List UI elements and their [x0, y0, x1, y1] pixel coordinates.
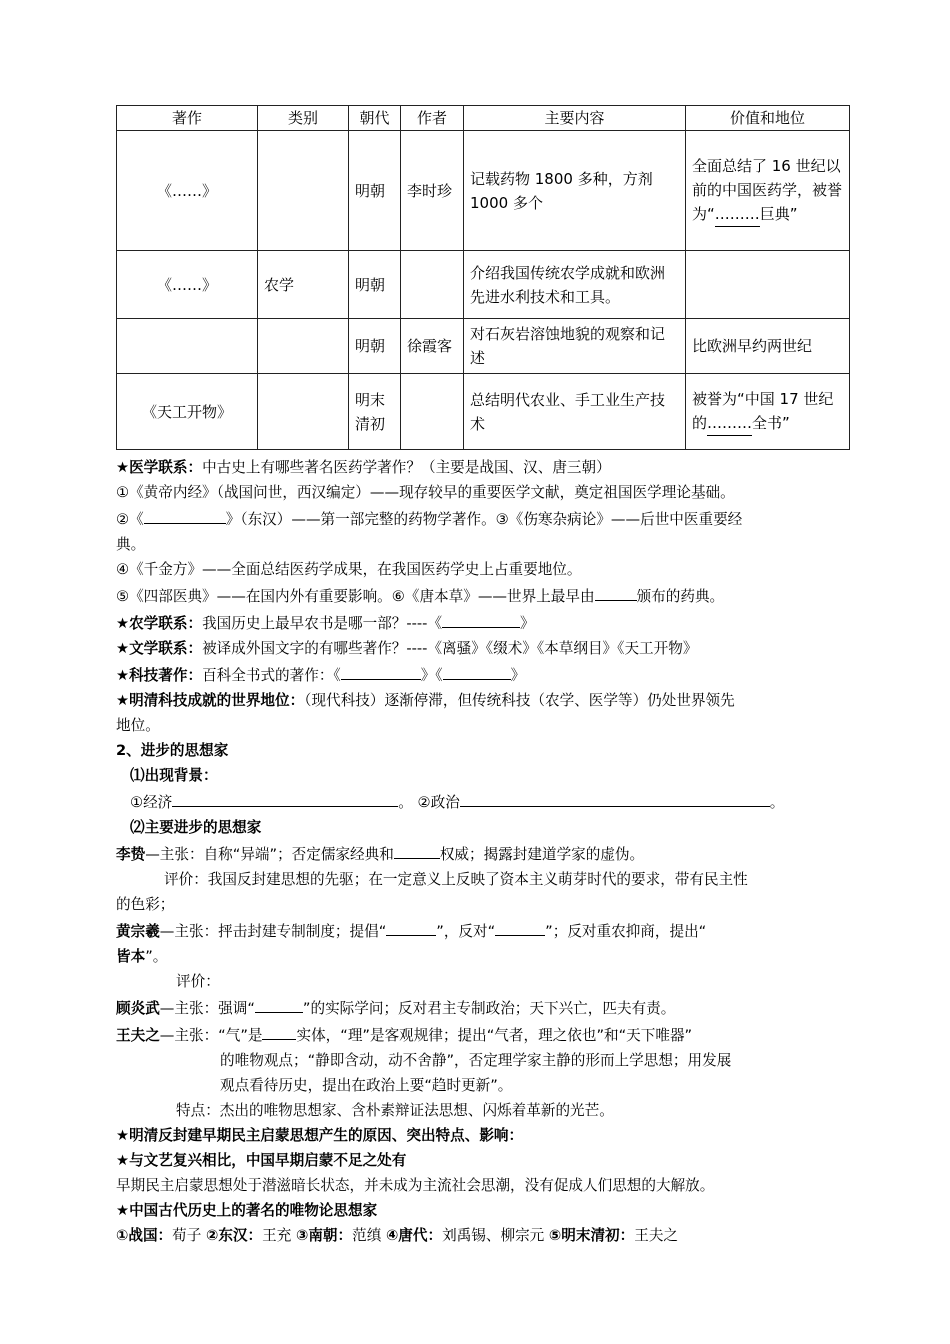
fill-blank [262, 1021, 296, 1040]
works-table [116, 105, 850, 450]
thinker-name: 范缜 [352, 1227, 382, 1244]
line-text: 》《 [420, 667, 443, 684]
cell-value [686, 131, 850, 251]
fill-blank [172, 788, 398, 807]
period-label: ⑤明末清初： [548, 1227, 635, 1244]
line-text: 。 [769, 794, 785, 811]
section-label: ★明清科技成就的世界地位： [116, 692, 305, 709]
line: 特点：杰出的唯物思想家、含朴素辩证法思想、闪烁着革新的光芒。 [176, 1102, 614, 1119]
fill-blank: ……… [707, 411, 752, 436]
cell-content: 介绍我国传统农学成就和欧洲先进水利技术和工具。 [464, 251, 686, 319]
section-label: ★文学联系： [116, 640, 203, 657]
cell-work: 《……》 [117, 251, 258, 319]
fill-blank [442, 609, 520, 628]
person-name: 王夫之 [116, 1027, 160, 1044]
line: ①《黄帝内经》（战国问世，西汉编定）——现存较早的重要医学文献，奠定祖国医学理论基础。 [116, 484, 735, 501]
section-label: ★医学联系： [116, 459, 203, 476]
fill-blank [255, 994, 303, 1013]
table-row [117, 251, 850, 319]
thinker-name: 王充 [262, 1227, 292, 1244]
line-text: —主张：强调“ [159, 1000, 255, 1017]
line: 评价：我国反封建思想的先驱；在一定意义上反映了资本主义萌芽时代的要求，带有民主性 [164, 871, 748, 888]
line [116, 944, 838, 969]
line: 评价： [176, 973, 220, 990]
section-label: ★中国古代历史上的著名的唯物论思想家 [116, 1202, 378, 1219]
line-text: ②《 [116, 511, 144, 528]
cell-author [401, 251, 464, 319]
fill-blank [443, 661, 511, 680]
line-text: —主张：“气”是 [159, 1027, 263, 1044]
period-label: ①战国： [116, 1227, 173, 1244]
table-row [117, 374, 850, 450]
line-text: （现代科技）逐渐停滞，但传统科技（农学、医学等）仍处世界领先 [304, 692, 735, 709]
period-label: ④唐代： [385, 1227, 443, 1244]
cell-work [117, 319, 258, 374]
table-row [117, 319, 850, 374]
line: 观点看待历史，提出在政治上要“趋时更新”。 [220, 1077, 513, 1094]
table-header-row [117, 106, 850, 131]
line [116, 609, 838, 636]
header-cell: 主要内容 [464, 106, 686, 131]
line-text: ”；反对重农抑商，提出“ [545, 923, 707, 940]
fill-blank [595, 582, 637, 601]
person-name: 黄宗羲 [116, 923, 160, 940]
line [116, 505, 838, 532]
thinker-name: 刘禹锡、柳宗元 [442, 1227, 545, 1244]
cell-work: 《天工开物》 [117, 374, 258, 450]
cell-value: 比欧洲早约两世纪 [686, 319, 850, 374]
fill-blank: ……… [715, 202, 760, 227]
table-row [117, 131, 850, 251]
cell-value [686, 374, 850, 450]
section-label: ★农学联系： [116, 615, 203, 632]
header-cell: 类别 [258, 106, 349, 131]
line-text: 中古史上有哪些著名医药学著作？（主要是战国、汉、唐三朝） [202, 459, 611, 476]
section-label: ★科技著作： [116, 667, 203, 684]
subsection-heading: ⑵主要进步的思想家 [130, 819, 262, 836]
cell-category [258, 319, 349, 374]
line [116, 840, 838, 867]
line: ④《千金方》——全面总结医药学成果，在我国医药学史上占重要地位。 [116, 561, 582, 578]
line [116, 582, 838, 609]
line [116, 1021, 838, 1048]
cell-dynasty: 明朝 [349, 251, 401, 319]
emphasis: 皆本 [116, 948, 146, 965]
line-text: —主张：抨击封建专制制度；提倡“ [159, 923, 387, 940]
line-text: 颁布的药典。 [636, 588, 725, 605]
fill-blank [386, 917, 436, 936]
section-label: ★明清反封建早期民主启蒙思想产生的原因、突出特点、影响： [116, 1127, 524, 1144]
thinker-name: 荀子 [172, 1227, 202, 1244]
line-text: ”，反对“ [436, 923, 496, 940]
cell-dynasty: 明朝 [349, 131, 401, 251]
person-name: 顾炎武 [116, 1000, 160, 1017]
line-text: —主张：自称“异端”；否定儒家经典和 [145, 846, 394, 863]
line-text: 》 [520, 615, 535, 632]
line-text: 。 ②政治 [398, 794, 460, 811]
thinkers-line [116, 1223, 838, 1248]
line [116, 688, 838, 713]
cell-value [686, 251, 850, 319]
line-text: 百科全书式的著作：《 [202, 667, 341, 684]
medical-heading-line [116, 455, 838, 480]
cell-category: 农学 [258, 251, 349, 319]
line-text: 》 [510, 667, 526, 684]
line-text: ”的实际学问；反对君主专制政治；天下兴亡，匹夫有责。 [302, 1000, 676, 1017]
line [116, 788, 838, 815]
line-text: 权威；揭露封建道学家的虚伪。 [439, 846, 645, 863]
cell-content: 总结明代农业、手工业生产技术 [464, 374, 686, 450]
line [116, 917, 838, 944]
fill-blank [394, 840, 440, 859]
line-text: ”。 [145, 948, 168, 965]
cell-author: 李时珍 [401, 131, 464, 251]
line: 早期民主启蒙思想处于潜滋暗长状态，并未成为主流社会思潮，没有促成人们思想的大解放。 [116, 1177, 715, 1194]
line-text: 被译成外国文字的有哪些著作？----《离骚》《缀术》《本草纲目》《天工开物》 [202, 640, 698, 657]
content-text: 记载药物 1800 多种，方剂 1000 多个 [470, 169, 653, 212]
header-cell: 朝代 [349, 106, 401, 131]
line: 的色彩； [116, 896, 175, 913]
line: 地位。 [116, 717, 160, 734]
section-heading: 2、进步的思想家 [116, 742, 229, 759]
fill-blank [341, 661, 421, 680]
line: 典。 [116, 536, 146, 553]
cell-category [258, 374, 349, 450]
cell-dynasty: 明末清初 [349, 374, 401, 450]
cell-author [401, 374, 464, 450]
value-text: 被誉为“中国 17 世纪的 [692, 390, 834, 432]
line [116, 994, 838, 1021]
line [116, 661, 838, 688]
fill-blank [460, 788, 770, 807]
person-name: 李贽 [116, 846, 146, 863]
cell-work: 《……》 [117, 131, 258, 251]
line: 的唯物观点；“静即含动，动不舍静”，否定理学家主静的形而上学思想；用发展 [220, 1052, 732, 1069]
value-text: 全书” [752, 414, 790, 432]
line-text: ①经济 [130, 794, 173, 811]
header-cell: 作者 [401, 106, 464, 131]
fill-blank [495, 917, 545, 936]
fill-blank [144, 505, 226, 524]
thinker-name: 王夫之 [634, 1227, 679, 1244]
subsection-heading: ⑴出现背景： [130, 767, 218, 784]
body-text [116, 455, 838, 1248]
cell-content [464, 131, 686, 251]
section-label: ★与文艺复兴相比，中国早期启蒙不足之处有 [116, 1152, 407, 1169]
line-text: 实体，“理”是客观规律；提出“气者，理之依也”和“天下唯器” [296, 1027, 693, 1044]
cell-content: 对石灰岩溶蚀地貌的观察和记述 [464, 319, 686, 374]
cell-dynasty: 明朝 [349, 319, 401, 374]
value-text: 巨典” [759, 205, 798, 223]
cell-author: 徐霞客 [401, 319, 464, 374]
cell-category [258, 131, 349, 251]
line [116, 636, 838, 661]
period-label: ③南朝： [295, 1227, 353, 1244]
line-text: 我国历史上最早农书是哪一部？----《 [202, 615, 443, 632]
value-text: 全面总结了 16 世纪以前的中国医药学，被誉为“ [692, 157, 843, 223]
header-cell: 价值和地位 [686, 106, 850, 131]
line-text: ⑤《四部医典》——在国内外有重要影响。⑥《唐本草》——世界上最早由 [116, 588, 595, 605]
header-cell: 著作 [117, 106, 258, 131]
period-label: ②东汉： [205, 1227, 263, 1244]
line-text: 》（东汉）——第一部完整的药物学著作。③《伤寒杂病论》——后世中医重要经 [225, 511, 743, 528]
